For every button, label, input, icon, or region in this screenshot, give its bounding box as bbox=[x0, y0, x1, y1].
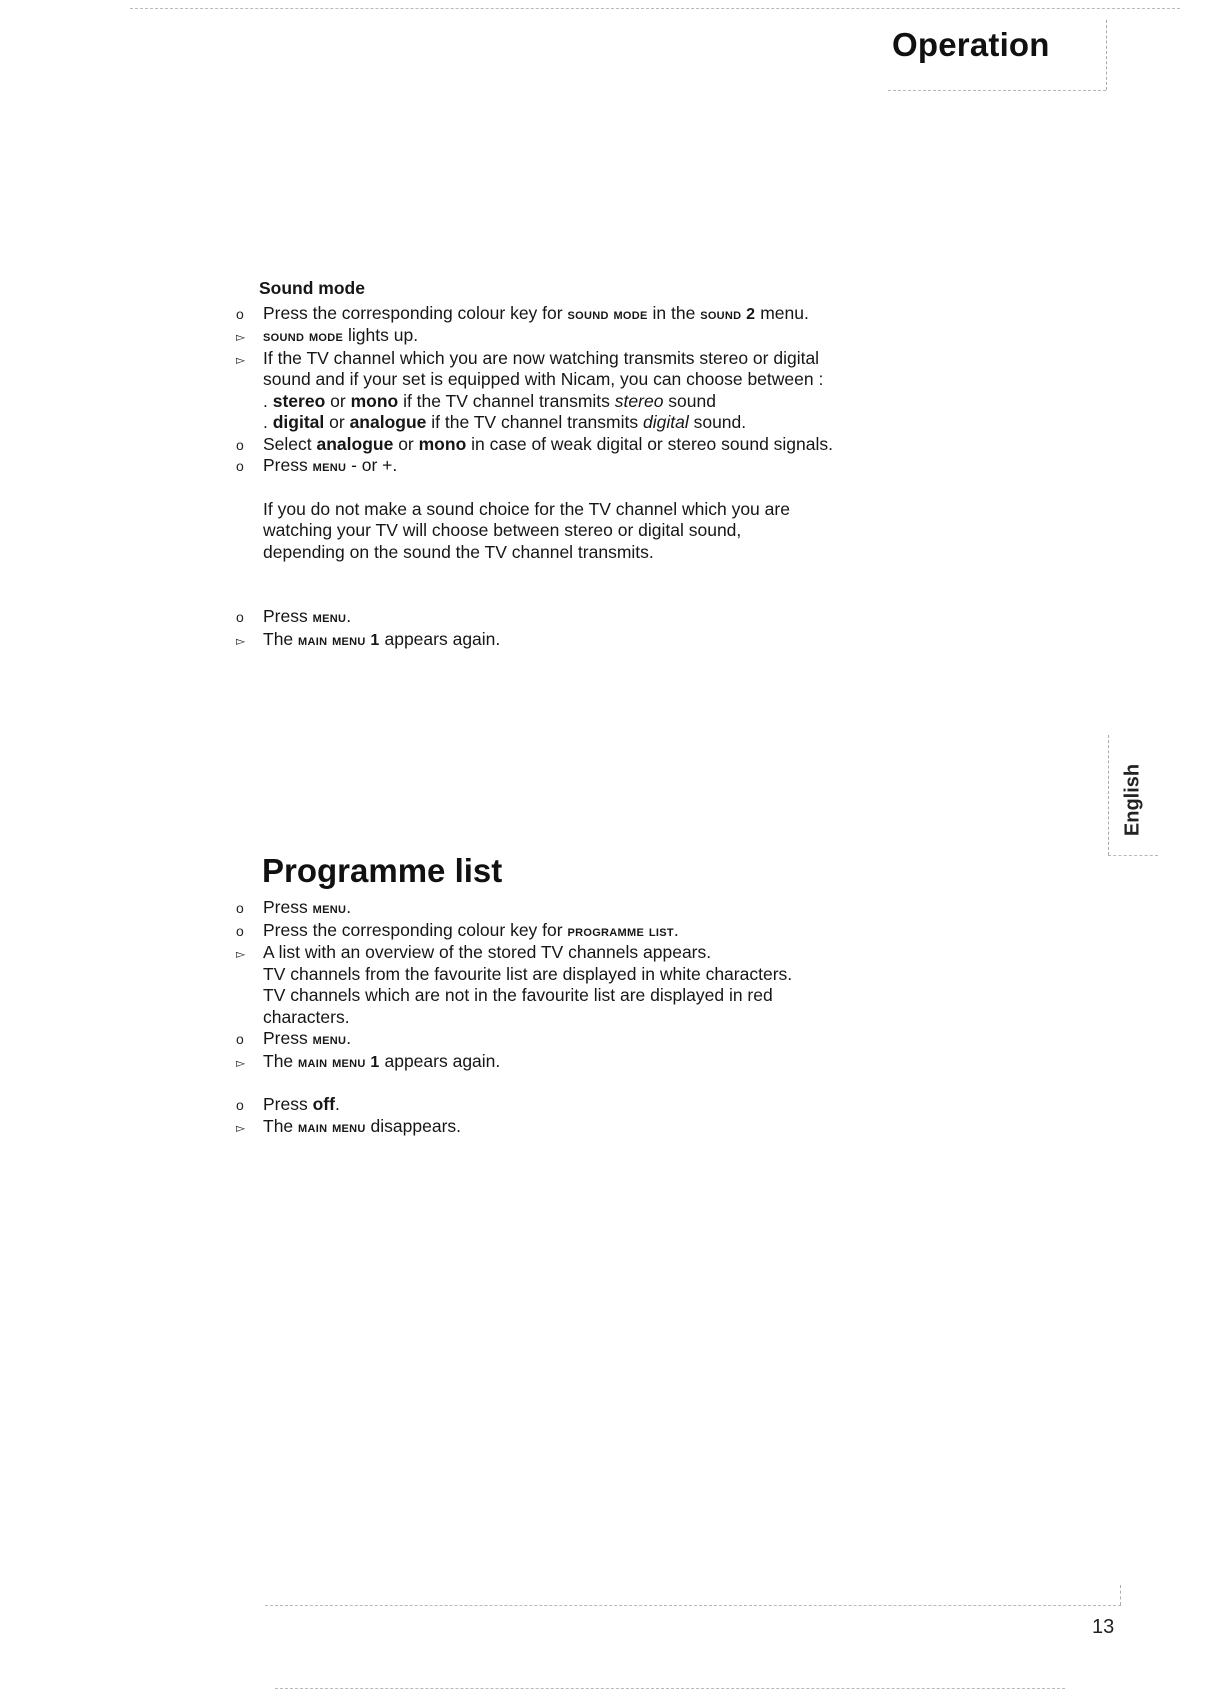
result-arrow: ▻ bbox=[236, 1055, 246, 1070]
step-bullet: o bbox=[236, 900, 244, 916]
language-tab bbox=[1108, 740, 1158, 860]
header-rule-right bbox=[1106, 20, 1107, 90]
top-scan-line bbox=[130, 8, 1180, 9]
key-label: menu bbox=[312, 900, 347, 917]
list-item: ▻ If the TV channel which you are now watching transmits stereo or digital sound and if your set is equipped with Nicam, you can choose between : . stereo or mono if the TV channel transmits stereo sound . digital or analogue if the TV channel transmits digital sound. bbox=[236, 348, 996, 434]
bottom-scan-line bbox=[275, 1688, 1065, 1689]
result-arrow: ▻ bbox=[236, 330, 246, 344]
header-underline bbox=[888, 90, 1106, 91]
list-item: ▻ sound mode lights up. bbox=[236, 325, 996, 348]
sound-mode-section bbox=[236, 278, 996, 651]
option-digital: . digital or analogue if the TV channel transmits digital sound. bbox=[263, 412, 747, 432]
programme-list-title: Programme list bbox=[262, 852, 503, 889]
key-label: main menu 1 bbox=[298, 631, 380, 649]
list-item: o Press menu. bbox=[236, 606, 996, 629]
sound-note: If you do not make a sound choice for the TV channel which you are watching your TV will choose between stereo or digital sound, depending on the sound the TV channel transmits. bbox=[263, 498, 790, 562]
step-bullet: o bbox=[236, 922, 244, 939]
result-arrow: ▻ bbox=[236, 1120, 246, 1135]
list-item: ▻ The main menu 1 appears again. bbox=[236, 629, 996, 652]
step-bullet: o bbox=[236, 458, 244, 474]
step-bullet: o bbox=[236, 436, 244, 453]
list-item: o Press the corresponding colour key for programme list. bbox=[236, 920, 996, 943]
list-item: ▻ A list with an overview of the stored TV channels appears. TV channels from the favourite list are displayed in white characters. TV channels which are not in the favourite list are displayed in red characters. bbox=[236, 942, 793, 1027]
list-item: o Press menu - or +. bbox=[236, 455, 996, 478]
footer-rule-right bbox=[1120, 1585, 1121, 1605]
key-label: menu bbox=[312, 609, 347, 626]
page-number: 13 bbox=[1092, 1616, 1115, 1638]
result-arrow: ▻ bbox=[236, 947, 246, 961]
sound-mode-heading: Sound mode bbox=[259, 278, 365, 298]
key-label: menu bbox=[312, 458, 347, 475]
key-label: sound mode bbox=[263, 328, 344, 345]
option-stereo: . stereo or mono if the TV channel transmits stereo sound bbox=[263, 390, 716, 411]
step-bullet: o bbox=[236, 609, 244, 625]
key-label: programme list bbox=[567, 922, 674, 940]
result-arrow: ▻ bbox=[236, 352, 246, 367]
step-bullet: o bbox=[236, 305, 244, 322]
footer-rule bbox=[265, 1605, 1121, 1606]
language-tab-label: English bbox=[1121, 763, 1144, 837]
list-item: o Press menu. bbox=[236, 1028, 996, 1051]
list-item: o Select analogue or mono in case of weak digital or stereo sound signals. bbox=[236, 434, 996, 456]
key-label: sound mode bbox=[567, 305, 648, 323]
key-label: menu bbox=[312, 1031, 347, 1048]
list-item: ▻ The main menu 1 appears again. bbox=[236, 1051, 996, 1074]
key-label: off bbox=[312, 1094, 335, 1114]
step-bullet: o bbox=[236, 1031, 244, 1047]
list-item: o Press off. bbox=[236, 1094, 996, 1116]
key-label: main menu 1 bbox=[298, 1053, 380, 1071]
key-label: sound 2 bbox=[700, 305, 756, 323]
programme-list-section bbox=[236, 897, 996, 1138]
result-arrow: ▻ bbox=[236, 633, 246, 648]
list-item: o Press menu. bbox=[236, 897, 996, 920]
list-item: ▻ The main menu disappears. bbox=[236, 1116, 996, 1139]
step-bullet: o bbox=[236, 1097, 244, 1113]
key-label: main menu bbox=[298, 1118, 366, 1136]
page-title: Operation bbox=[892, 26, 1050, 63]
list-item: o Press the corresponding colour key for sound mode in the sound 2 menu. bbox=[236, 303, 996, 326]
